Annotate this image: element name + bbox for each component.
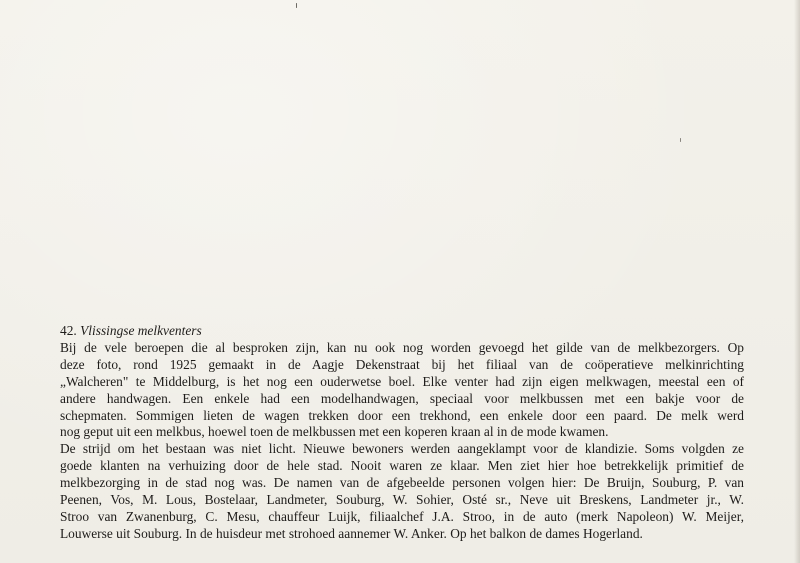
scan-speck	[296, 3, 297, 8]
caption-number: 42.	[60, 323, 77, 338]
caption-line: Louwerse uit Souburg. In de huisdeur met strohoed aannemer W. Anker. Op het balkon de dames Hogerland.	[60, 525, 643, 541]
caption-line: melkbezorging in de stad nog was. De namen van de afgebeelde personen volgen hier: De Bruijn, Souburg, P. van	[60, 475, 744, 491]
scan-speck	[680, 138, 681, 142]
caption-body	[60, 340, 744, 543]
caption-line: schepmaten. Sommigen lieten de wagen trekken door een trekhond, een enkele door een paard. De melk werd	[60, 407, 744, 423]
photo-caption	[60, 323, 744, 543]
caption-line: „Walcheren" te Middelburg, is het nog een ouderwetse boel. Elke venter had zijn eigen melkwagen, meestal een of	[60, 373, 744, 389]
page-edge-shadow	[794, 0, 800, 563]
caption-line: Bij de vele beroepen die al besproken zijn, kan nu ook nog worden gevoegd het gilde van de melkbezorgers. Op	[60, 339, 744, 355]
caption-line: Peenen, Vos, M. Lous, Bostelaar, Landmeter, Souburg, W. Sohier, Osté sr., Neve uit Breskens, Landmeter jr., W.	[60, 492, 744, 508]
caption-line: deze foto, rond 1925 gemaakt in de Aagje Dekenstraat bij het filiaal van de coöperatieve melkinrichting	[60, 356, 744, 372]
caption-line: nog geput uit een melkbus, hoewel toen de melkbussen met een koperen kraan al in de mode kwamen.	[60, 424, 609, 440]
caption-line: goede klanten na verhuizing door de hele stad. Nooit waren ze klaar. Men ziet hier hoe betrekkelijk primitief de	[60, 458, 744, 474]
caption-title: Vlissingse melkventers	[80, 323, 202, 338]
caption-line: andere handwagen. Een enkele had een modelhandwagen, speciaal voor melkbussen met een bakje voor de	[60, 390, 744, 406]
caption-line: De strijd om het bestaan was niet licht. Nieuwe bewoners werden aangeklampt voor de klandizie. Soms volgden ze	[60, 441, 744, 457]
caption-line: Stroo van Zwanenburg, C. Mesu, chauffeur Luijk, filiaalchef J.A. Stroo, in de auto (merk Napoleon) W. Meijer,	[60, 508, 744, 524]
caption-heading	[60, 323, 744, 340]
